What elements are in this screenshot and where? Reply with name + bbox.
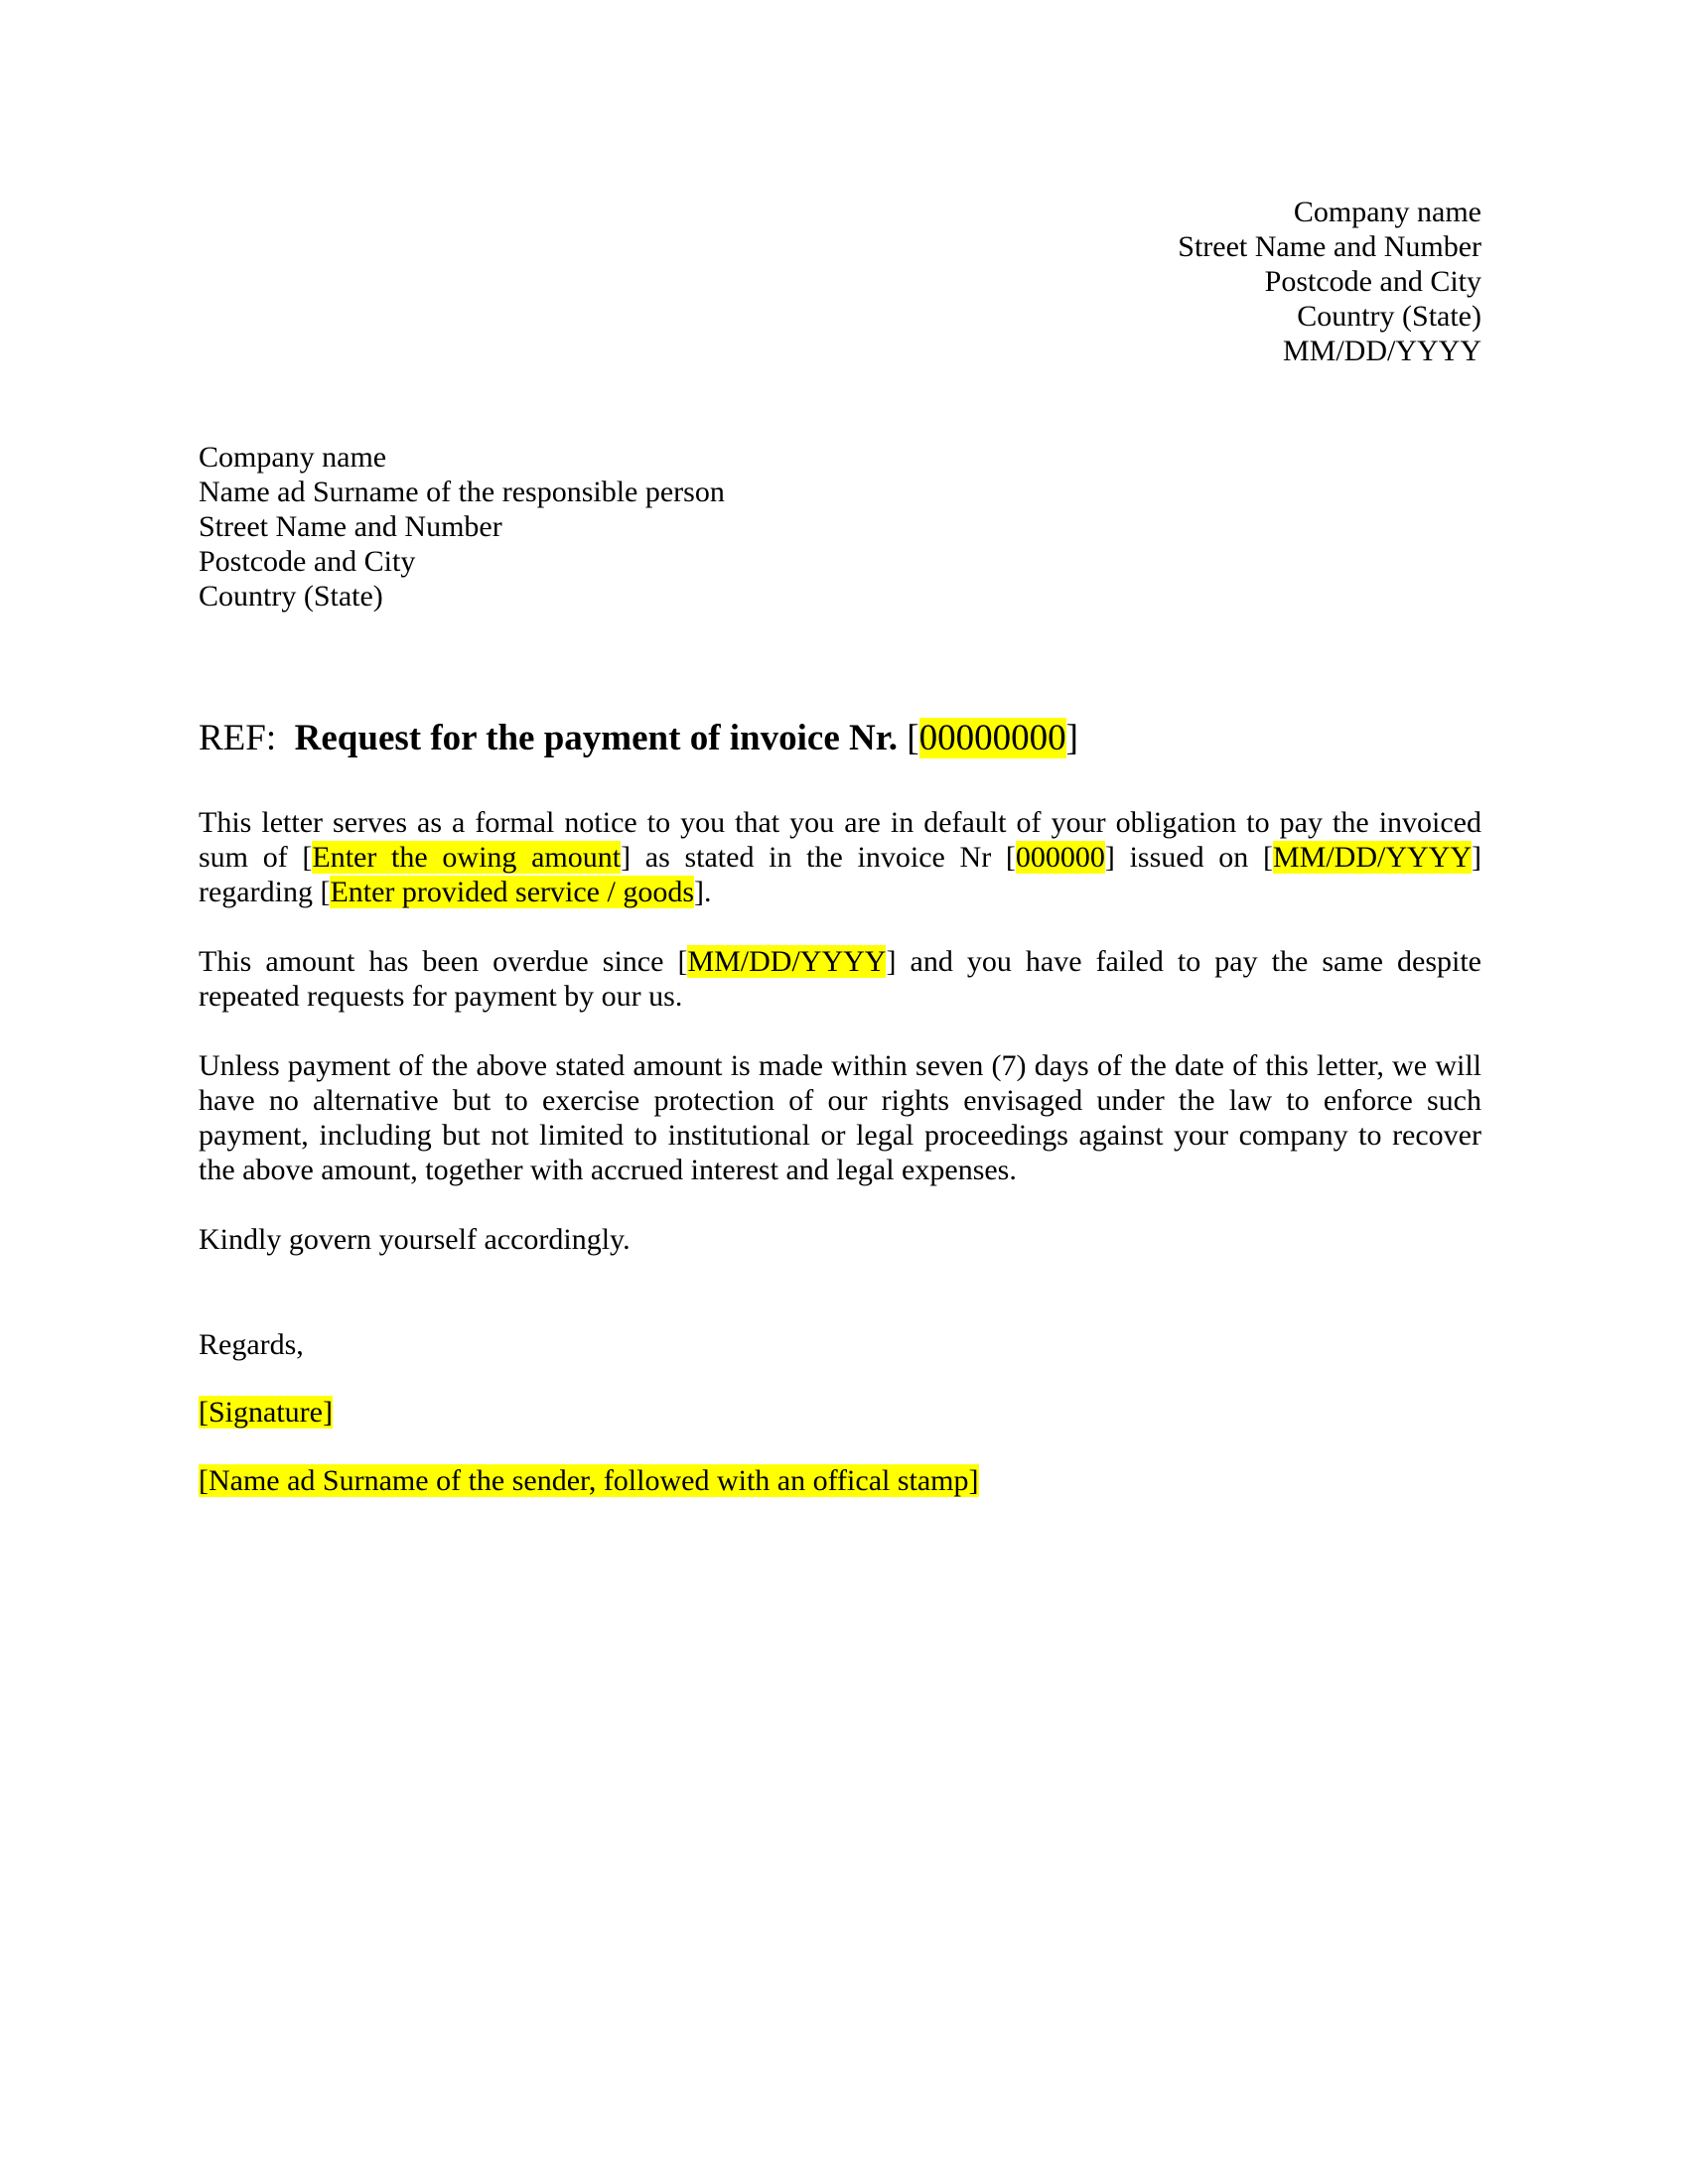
ref-subject: Request for the payment of invoice Nr. [294,718,898,758]
recipient-postcode-city: Postcode and City [199,545,416,578]
sender-company: Company name [1293,196,1481,228]
letter-date: MM/DD/YYYY [1282,335,1481,367]
paragraph-legal-warning: Unless payment of the above stated amount is made within seven (7) days of the date of this letter, we will have no alternative but to exercise protection of our rights envisaged under the law to enforce such payment, including but not limited to institutional or legal proceedings against your company to recover the above amount, together with accrued interest and legal expenses. [199,1049,1481,1186]
signature-placeholder [199,1395,333,1430]
sender-country: Country (State) [1297,300,1481,333]
sender-postcode-city: Postcode and City [1264,265,1481,298]
recipient-person: Name ad Surname of the responsible person [199,476,725,508]
signature-placeholder-text: [Signature] [199,1396,333,1429]
overdue-date-placeholder: MM/DD/YYYY [687,945,887,978]
paragraph1-text-3: ] issued on [ [1104,841,1273,874]
goods-placeholder: Enter provided service / goods [330,876,694,908]
letter-body [199,805,1481,1292]
invoice-nr-placeholder: 000000 [1015,841,1105,874]
issue-date-placeholder: MM/DD/YYYY [1272,841,1472,874]
recipient-country: Country (State) [199,580,383,613]
ref-open-bracket: [ [907,718,919,758]
ref-label: REF: [199,718,277,758]
invoice-number-placeholder: 00000000 [918,718,1066,758]
paragraph-default-notice [199,805,1481,909]
paragraph2-text-2: ] and you have failed to pay the same despite repeated requests for payment by our us. [199,945,1481,1013]
closing-regards: Regards, [199,1328,304,1361]
sender-street: Street Name and Number [1178,230,1481,263]
recipient-street: Street Name and Number [199,510,502,543]
paragraph-overdue [199,944,1481,1014]
paragraph2-text-1: This amount has been overdue since [ [199,945,688,978]
reference-line [199,717,1078,760]
sender-name-placeholder [199,1463,979,1498]
paragraph-govern: Kindly govern yourself accordingly. [199,1223,631,1256]
recipient-company: Company name [199,441,387,474]
recipient-address-block [199,440,725,614]
sender-name-placeholder-text: [Name ad Surname of the sender, followed with an offical stamp] [199,1464,979,1497]
owing-amount-placeholder: Enter the owing amount [312,841,622,874]
sender-address-block [1178,195,1481,368]
paragraph1-text-5: ]. [694,876,712,908]
paragraph1-text-1: This letter serves as a formal notice to you that you are in default of your obligation to pay the invoiced sum of [ [199,806,1481,874]
ref-close-bracket: ] [1065,718,1078,758]
paragraph1-text-2: ] as stated in the invoice Nr [ [621,841,1016,874]
paragraph1-text-4: ] regarding [ [199,841,1481,908]
